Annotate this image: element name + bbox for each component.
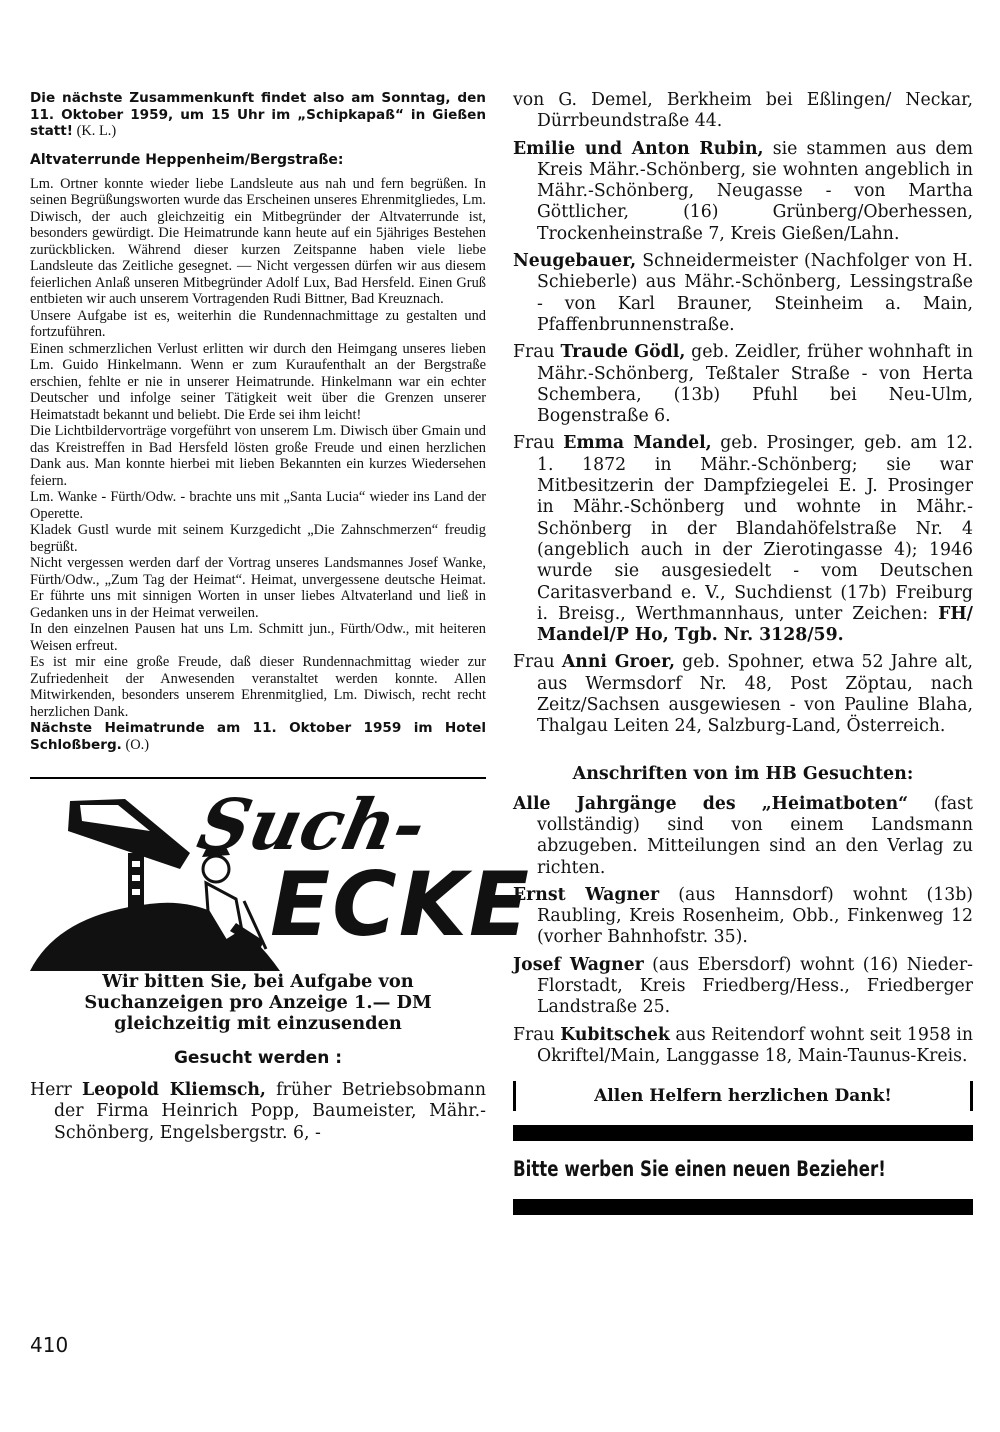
report-paragraph: In den einzelnen Pausen hat uns Lm. Schmitt jun., Fürth/Odw., mit heiteren Weisen erfreut. xyxy=(30,621,486,654)
logo-word-such: Such- xyxy=(191,783,433,866)
next-meeting xyxy=(30,720,486,753)
address-entry xyxy=(513,794,973,879)
entry-prefix: Frau xyxy=(513,342,561,363)
entry-name: Traude Gödl, xyxy=(560,342,686,363)
report-paragraph: Die Lichtbildervorträge vorgeführt von unserem Lm. Diwisch über Gmain und das Kreistreffen in Bad Hersfeld lösten große Freude und einen herzlichen Dank aus. Man konnte hierbei mit lieben Bekannten ein kurzes Wiedersehen feiern. xyxy=(30,423,486,489)
divider xyxy=(30,777,486,779)
entry-name: Emma Mandel, xyxy=(563,433,712,454)
report-paragraph: Nicht vergessen werden darf der Vortrag unseres Landsmannes Josef Wanke, Fürth/Odw., „Zum Tag der Heimat“. Heimat, unvergessene deutsche Heimat. Er führte uns mit sinnigen Worten in unser liebes Altvaterland und ließ in Gedanken uns in der Heimat verweilen. xyxy=(30,555,486,621)
entry-prefix: Frau xyxy=(513,433,564,454)
entry-name: Kubitschek xyxy=(560,1024,670,1045)
entry-text: sie stammen aus dem Kreis Mähr.-Schönberg, sie wohnten angeblich in Mähr.-Schönberg, Neugasse - von Martha Göttlicher, (16) Grünberg/Oberhessen, Trockenheinstraße 7, Kreis Gießen/Lahn. xyxy=(537,138,974,244)
report-paragraph: Lm. Wanke - Fürth/Odw. - brachte uns mit „Santa Lucia“ wieder ins Land der Operette. xyxy=(30,489,486,522)
right-column xyxy=(513,90,973,1215)
left-column xyxy=(30,90,531,1150)
entry-prefix: Herr xyxy=(30,1080,83,1100)
logo-word-ecke: ECKE xyxy=(270,853,531,956)
report-paragraph: Einen schmerzlichen Verlust erlitten wir durch den Heimgang unseres lieben Lm. Guido Hinkelmann. Wenn er zum Kuraufenthalt an der Bergstraße erschien, fehlte er nie in unserer Heimatrunde. Hinkelmann war ein echter Deutscher und infolge seiner Tätigkeit weit über die Grenzen unserer Heimatstadt bekannt und beliebt. Die Erde sei ihm leicht! xyxy=(30,340,486,423)
addresses-title: Anschriften von im HB Gesuchten: xyxy=(572,763,914,784)
entry-text: geb. Zeidler, früher wohnhaft in Mähr.-Schönberg, Teßtaler Straße - von Herta Schembera, (13b) Pfuhl bei Neu-Ulm, Bogenstraße 6. xyxy=(537,342,973,427)
search-entry xyxy=(513,342,973,427)
fee-notice: Wir bitten Sie, bei Aufgabe von Suchanzeigen pro Anzeige 1.— DM gleichzeitig mit einzusenden xyxy=(84,971,432,1034)
entry-text: früher Betriebsobmann der Firma Heinrich Popp, Baumeister, Mähr.-Schönberg, Engelsbergstr. 6, - xyxy=(54,1080,486,1143)
entry-text: geb. Prosinger, geb. am 12. 1. 1872 in Mähr.-Schönberg; sie war Mitbesitzerin der Dampfziegelei E. J. Prosinger in Mähr.-Schönberg und wohnte in Mähr.-Schönberg in der Blandahöfelstraße Nr. 4 (angeblich auch in der Zierotingasse 4); 1946 wurde sie ausgesiedelt - vom Deutschen Caritasverband e. V., Suchdienst (17b) Freiburg i. Breisg., Werthmannhaus, unter Zeichen: xyxy=(537,433,973,624)
address-entry xyxy=(513,955,973,1019)
intro-bold: Die nächste Zusammenkunft findet also am Sonntag, den 11. Oktober 1959, um 15 Uhr im „Schipkapaß“ in Gießen statt! xyxy=(30,90,486,139)
entry-text: (aus Hannsdorf) wohnt (13b) Raubling, Kreis Rosenheim, Obb., Finkenweg 12 (vorher Bahnhofstr. 35). xyxy=(537,884,973,948)
address-entry xyxy=(513,1025,973,1068)
intro-paragraph xyxy=(30,90,486,140)
entry-text: (fast vollständig) sind von einem Landsmann abzugeben. Mitteilungen sind an den Verlag zu richten. xyxy=(537,793,973,878)
sought-entry xyxy=(30,1080,486,1144)
sought-title: Gesucht werden : xyxy=(173,1048,343,1068)
entry-text: geb. Spohner, etwa 52 Jahre alt, aus Wermsdorf Nr. 48, Post Zöptau, nach Zeitz/Sachsen ausgewiesen - von Pauline Blaha, Thalgau Leiten 24, Salzburg-Land, Österreich. xyxy=(537,652,973,737)
report-paragraph: Lm. Ortner konnte wieder liebe Landsleute aus nah und fern begrüßen. In seinen Begrüßungsworten wurde das Erscheinen unseres Ehrenmitgliedes, Lm. Diwisch, der auch gleichzeitig ein Mitbegründer der Altvaterrunde ist, besonders gewürdigt. Die Heimatrunde kann heute auf ein 5jähriges Bestehen zurückblicken. Während dieser kurzen Zeitspanne haben viele liebe Landsleute das Zeitliche gesegnet. — Nicht vergessen dürfen wir aus diesem feierlichen Anlaß unseren Mitbegründer Adolf Lux, Bad Hersfeld. Einen Gruß entbieten wir auch unserem Vortragenden Rudi Bittner, Bad Kreuznach. xyxy=(30,175,486,307)
black-bar-bottom xyxy=(513,1199,973,1215)
entry-prefix: Frau xyxy=(513,1024,561,1045)
entry-prefix: Frau xyxy=(513,652,562,673)
report-paragraph: Es ist mir eine große Freude, daß dieser Rundennachmittag wieder zur Zufriedenheit der Anwesenden veranstaltet werden konnte. Allen Mitwirkenden, besonders unserem Ehrenmitglied, Lm. Diwisch, recht recht herzlichen Dank. xyxy=(30,654,486,720)
search-entry xyxy=(513,433,973,646)
entry-text: aus Reitendorf wohnt seit 1958 in Okriftel/Main, Langgasse 18, Main-Taunus-Kreis. xyxy=(537,1024,973,1066)
intro-signature: (K. L.) xyxy=(72,123,117,139)
entry-reference: FH/ Mandel/P Ho, Tgb. Nr. 3128/59. xyxy=(537,603,973,646)
entry-text: (aus Ebersdorf) wohnt (16) Nieder-Florstadt, Kreis Friedberg/Hess., Friedberger Landstraße 25. xyxy=(537,954,973,1018)
next-meeting-bold: Nächste Heimatrunde am 11. Oktober 1959 im Hotel Schloßberg. xyxy=(30,720,486,753)
black-bar-top xyxy=(513,1125,973,1141)
section-title: Altvaterrunde Heppenheim/Bergstraße: xyxy=(30,151,344,168)
such-ecke-logo xyxy=(30,783,531,971)
page-number: 410 xyxy=(30,1333,69,1357)
search-entry xyxy=(513,251,973,336)
entry-name: Neugebauer, xyxy=(513,251,637,272)
search-entry xyxy=(513,139,973,245)
report-paragraph: Unsere Aufgabe ist es, weiterhin die Rundennachmittage zu gestalten und fortzuführen. xyxy=(30,307,486,340)
subscriber-appeal: Bitte werben Sie einen neuen Bezieher! xyxy=(513,1157,886,1182)
search-entry xyxy=(513,652,973,737)
entry-name: Emilie und Anton Rubin, xyxy=(513,138,764,159)
entry-name: Leopold Kliemsch, xyxy=(82,1080,266,1100)
entry-text: von G. Demel, Berkheim bei Eßlingen/ Neckar, Dürrbeundstraße 44. xyxy=(513,90,973,132)
report-paragraph: Kladek Gustl wurde mit seinem Kurzgedicht „Die Zahnschmerzen“ freudig begrüßt. xyxy=(30,522,486,555)
search-entry xyxy=(513,90,973,133)
entry-name: Josef Wagner xyxy=(513,954,644,975)
entry-name: Ernst Wagner xyxy=(513,884,660,905)
next-meeting-signature: (O.) xyxy=(121,736,150,753)
report-body xyxy=(30,176,486,754)
entry-name: Alle Jahrgänge des „Heimatboten“ xyxy=(513,793,909,814)
thanks-box: Allen Helfern herzlichen Dank! xyxy=(513,1081,973,1111)
entry-name: Anni Groer, xyxy=(561,652,675,673)
address-entry xyxy=(513,885,973,949)
entry-text: Schneidermeister (Nachfolger von H. Schieberle) aus Mähr.-Schönberg, Lessingstraße - von Karl Brauner, Steinheim a. Main, Pfaffenbrunnenstraße. xyxy=(537,251,973,335)
